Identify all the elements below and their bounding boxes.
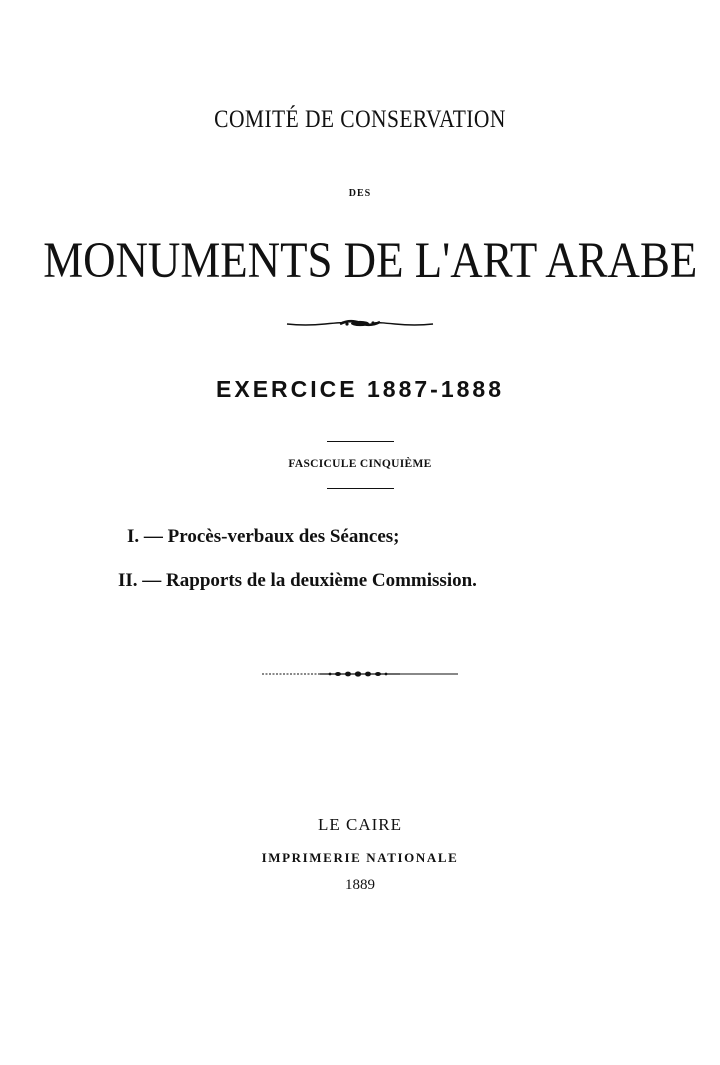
list-item <box>118 570 477 592</box>
item-numeral: I. <box>127 526 140 547</box>
list-item <box>127 526 400 548</box>
item-dash: — <box>143 526 163 547</box>
item-text: Rapports de la deuxième Commission. <box>166 570 477 591</box>
item-numeral: II. <box>118 570 138 591</box>
imprint-printer: IMPRIMERIE NATIONALE <box>261 850 459 865</box>
exercice-heading: EXERCICE 1887-1888 <box>216 376 504 402</box>
fascicule-label: FASCICULE CINQUIÈME <box>288 458 432 470</box>
ornamental-rule-icon <box>0 667 720 681</box>
imprint-year: 1889 <box>345 877 375 893</box>
item-text: Procès-verbaux des Séances; <box>167 526 400 547</box>
ornamental-rule-icon <box>0 317 720 331</box>
divider <box>327 488 394 489</box>
connector-word: DES <box>348 188 372 199</box>
imprint-city: LE CAIRE <box>317 815 403 834</box>
main-title: MONUMENTS DE L'ART ARABE <box>43 233 698 289</box>
committee-heading: COMITÉ DE CONSERVATION <box>214 106 506 133</box>
divider <box>327 441 394 442</box>
item-dash: — <box>142 570 162 591</box>
